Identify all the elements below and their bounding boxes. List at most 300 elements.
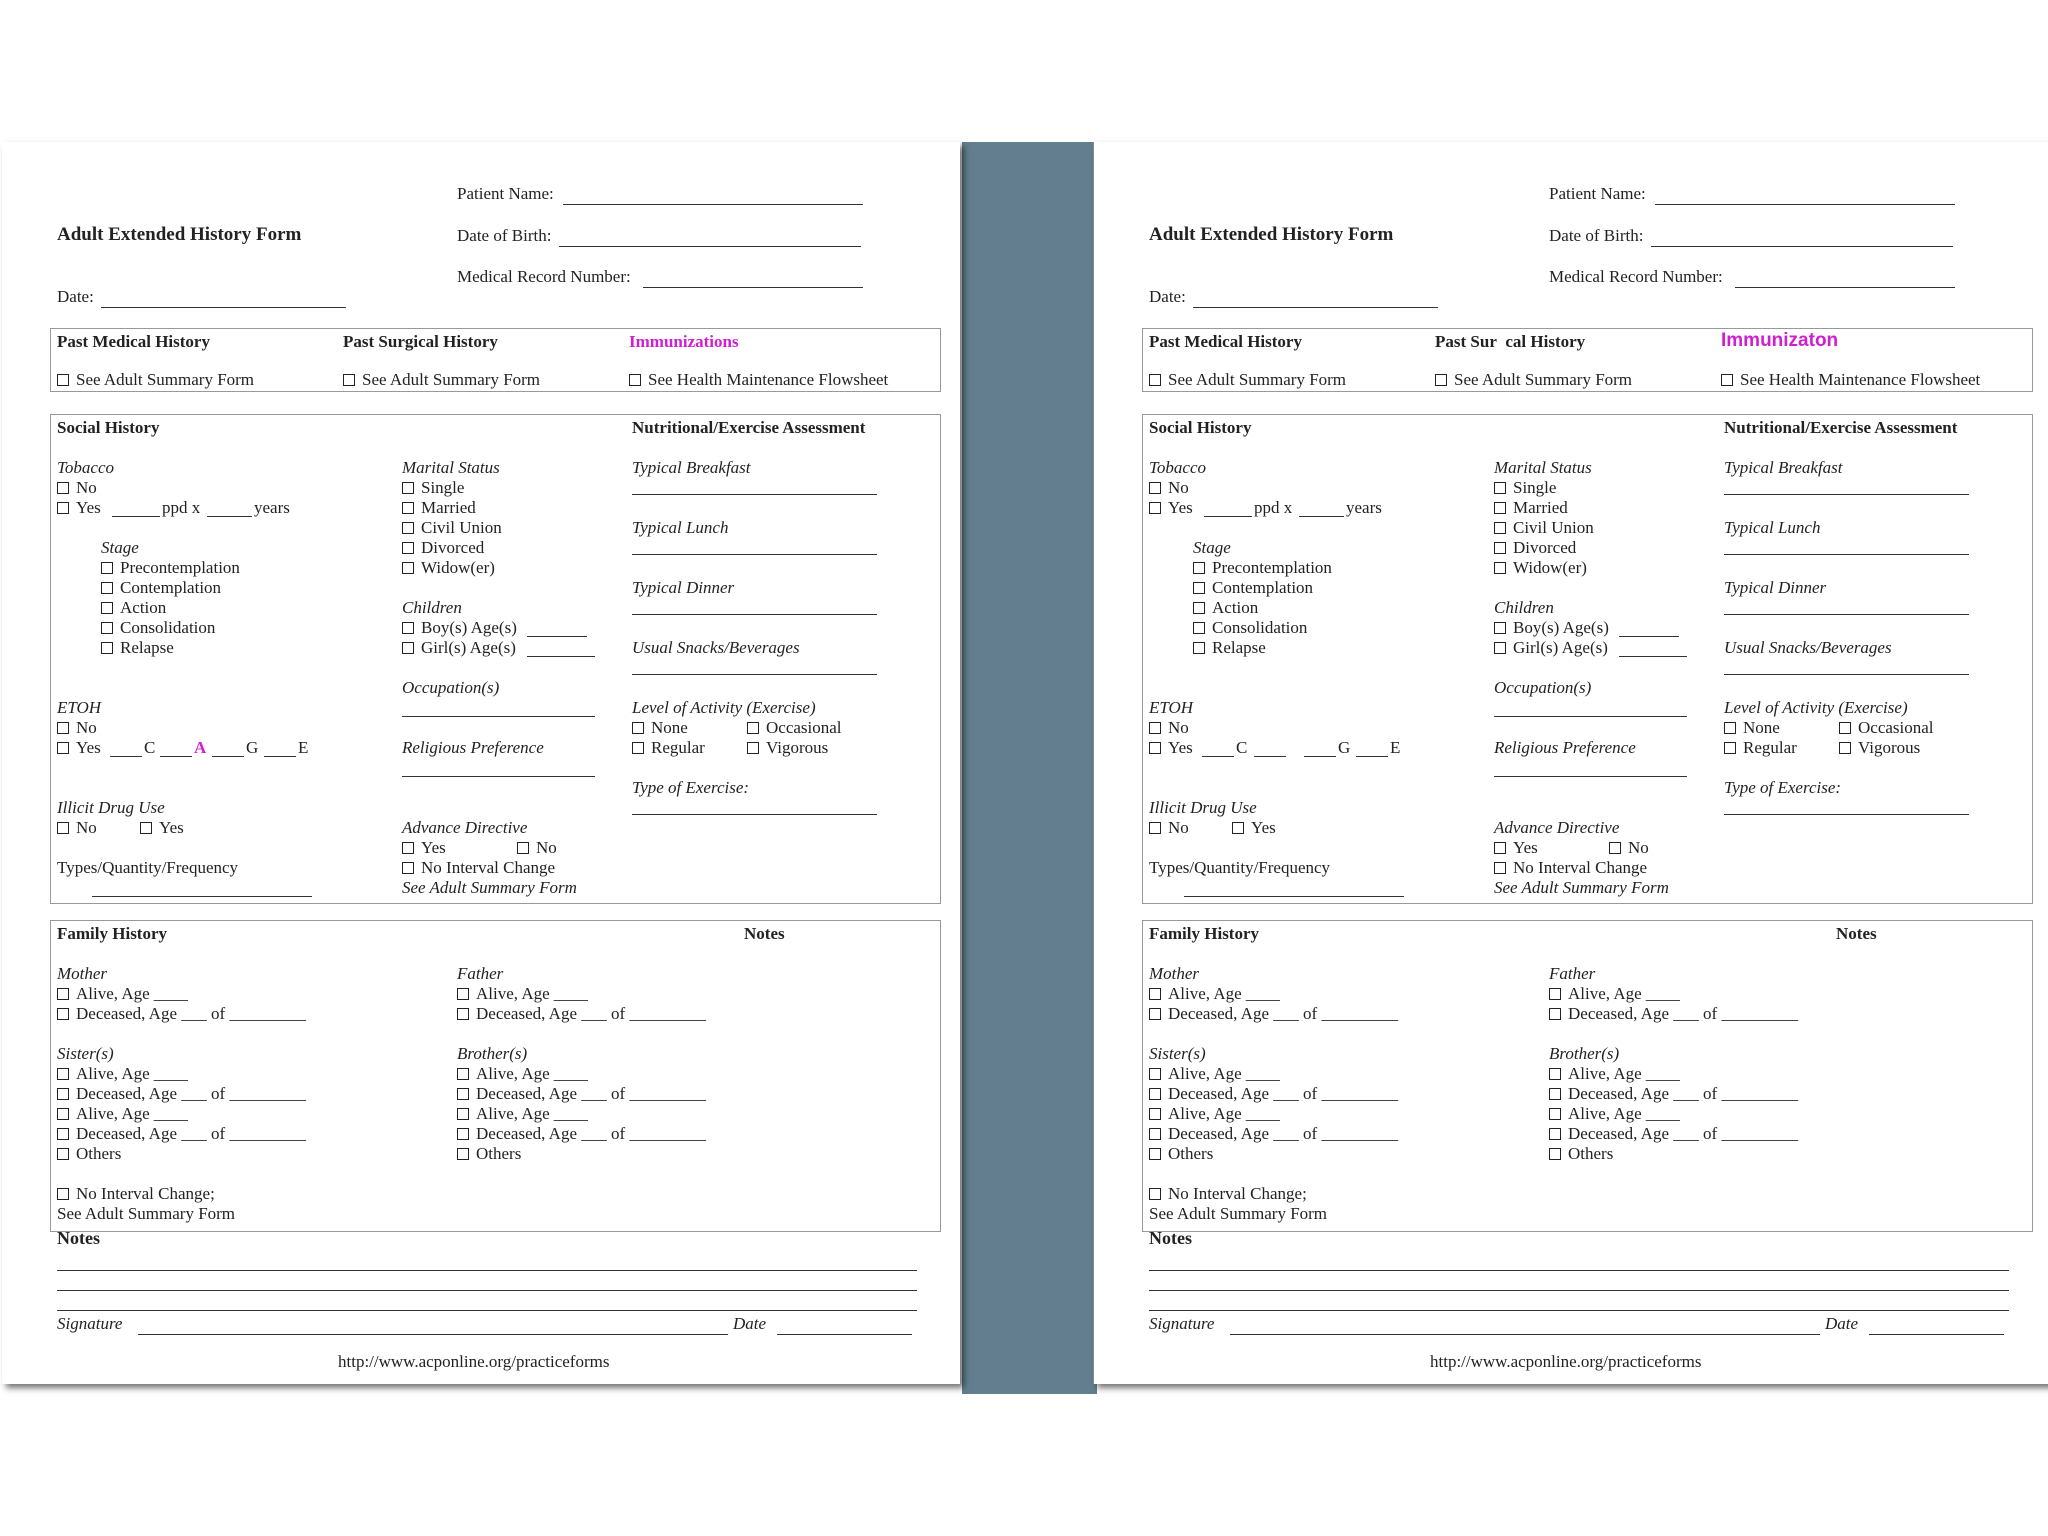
notes-heading: Notes: [57, 1228, 100, 1248]
checkbox-icon[interactable]: [402, 862, 414, 874]
brother-deceased[interactable]: Deceased, Age ___ of _________: [1549, 1124, 1798, 1144]
illicit-yes[interactable]: Yes: [140, 818, 184, 838]
mother-label: Mother: [57, 964, 108, 983]
sister-alive[interactable]: Alive, Age ____: [1149, 1104, 1280, 1124]
checkbox-icon[interactable]: [402, 522, 414, 534]
girls-ages-field[interactable]: [527, 656, 595, 657]
checkbox-icon[interactable]: [57, 722, 69, 734]
checkbox-icon[interactable]: [57, 1188, 69, 1200]
father-deceased[interactable]: Deceased, Age ___ of _________: [1549, 1004, 1798, 1024]
checkbox-icon[interactable]: [632, 742, 644, 754]
notes-line[interactable]: [57, 1270, 917, 1271]
checkbox-icon[interactable]: [1149, 1128, 1161, 1140]
stage-option[interactable]: Contemplation: [1193, 578, 1313, 598]
stage-option[interactable]: Consolidation: [101, 618, 215, 638]
checkbox-icon[interactable]: [747, 742, 759, 754]
date-field[interactable]: [1193, 307, 1438, 308]
dob-label: Date of Birth:: [1549, 226, 1644, 245]
checkbox-icon[interactable]: [1149, 482, 1161, 494]
date-label: Date:: [1149, 287, 1186, 306]
date-label: Date:: [57, 287, 94, 306]
checkbox-icon[interactable]: [402, 562, 414, 574]
etoh-c-field[interactable]: [110, 756, 142, 757]
checkbox-icon[interactable]: [402, 642, 414, 654]
tobacco-years-field[interactable]: [1299, 516, 1344, 517]
checkbox-icon[interactable]: [1494, 502, 1506, 514]
checkbox-icon[interactable]: [1839, 722, 1851, 734]
advance-yes[interactable]: Yes: [1494, 838, 1538, 858]
mother-alive[interactable]: Alive, Age ____: [57, 984, 188, 1004]
patient-name-field[interactable]: [1655, 204, 1955, 205]
etoh-e: E: [298, 738, 309, 757]
brother-alive[interactable]: Alive, Age ____: [457, 1064, 588, 1084]
tobacco-no[interactable]: No: [1149, 478, 1189, 498]
family-heading: Family History: [57, 924, 168, 943]
father-alive[interactable]: Alive, Age ____: [457, 984, 588, 1004]
brother-deceased[interactable]: Deceased, Age ___ of _________: [1549, 1084, 1798, 1104]
advance-no-change[interactable]: No Interval Change: [1494, 858, 1647, 878]
checkbox-icon[interactable]: [1494, 862, 1506, 874]
checkbox-icon[interactable]: [343, 374, 355, 386]
activity-occasional[interactable]: Occasional: [747, 718, 842, 738]
marital-option[interactable]: Married: [402, 498, 476, 518]
boys-ages-field[interactable]: [527, 636, 587, 637]
etoh-g-field[interactable]: [1304, 756, 1336, 757]
dinner-field[interactable]: [632, 614, 877, 615]
exercise-type-label: Type of Exercise:: [1724, 778, 1842, 797]
sister-alive[interactable]: Alive, Age ____: [57, 1064, 188, 1084]
mother-deceased[interactable]: Deceased, Age ___ of _________: [1149, 1004, 1398, 1024]
illicit-yes[interactable]: Yes: [1232, 818, 1276, 838]
checkbox-icon[interactable]: [1193, 602, 1205, 614]
marital-option[interactable]: Widow(er): [1494, 558, 1587, 578]
checkbox-icon[interactable]: [1494, 622, 1506, 634]
checkbox-icon[interactable]: [517, 842, 529, 854]
checkbox-icon[interactable]: [1609, 842, 1621, 854]
checkbox-icon[interactable]: [747, 722, 759, 734]
advance-see: See Adult Summary Form: [402, 878, 577, 897]
tobacco-label: Tobacco: [1149, 458, 1206, 477]
children-boys[interactable]: Boy(s) Age(s): [402, 618, 517, 638]
occupation-label: Occupation(s): [402, 678, 500, 697]
checkbox-icon[interactable]: [1149, 1108, 1161, 1120]
dob-field[interactable]: [1651, 246, 1953, 247]
advance-no[interactable]: No: [1609, 838, 1649, 858]
dinner-label: Typical Dinner: [1724, 578, 1827, 597]
brother-deceased[interactable]: Deceased, Age ___ of _________: [457, 1124, 706, 1144]
checkbox-icon[interactable]: [57, 742, 69, 754]
date-field[interactable]: [101, 307, 346, 308]
illicit-types-field[interactable]: [92, 896, 312, 897]
lunch-field[interactable]: [632, 554, 877, 555]
notes-line[interactable]: [1149, 1270, 2009, 1271]
checkbox-icon[interactable]: [402, 842, 414, 854]
mother-alive[interactable]: Alive, Age ____: [1149, 984, 1280, 1004]
etoh-label: ETOH: [57, 698, 102, 717]
illicit-label: Illicit Drug Use: [57, 798, 165, 817]
checkbox-icon[interactable]: [1549, 1128, 1561, 1140]
stage-label: Stage: [101, 538, 139, 557]
etoh-c-field[interactable]: [1202, 756, 1234, 757]
checkbox-icon[interactable]: [457, 1108, 469, 1120]
checkbox-icon[interactable]: [1149, 822, 1161, 834]
sister-others[interactable]: Others: [57, 1144, 121, 1164]
checkbox-icon[interactable]: [57, 1008, 69, 1020]
activity-occasional[interactable]: Occasional: [1839, 718, 1934, 738]
brothers-label: Brother(s): [1549, 1044, 1620, 1063]
exercise-type-field[interactable]: [632, 814, 877, 815]
sister-deceased[interactable]: Deceased, Age ___ of _________: [57, 1084, 306, 1104]
snacks-field[interactable]: [632, 674, 877, 675]
children-label: Children: [1494, 598, 1554, 617]
checkbox-icon[interactable]: [1149, 1148, 1161, 1160]
checkbox-icon[interactable]: [101, 582, 113, 594]
advance-label: Advance Directive: [402, 818, 528, 837]
patient-name-field[interactable]: [563, 204, 863, 205]
stage-option[interactable]: Action: [101, 598, 166, 618]
checkbox-icon[interactable]: [1149, 1088, 1161, 1100]
advance-label: Advance Directive: [1494, 818, 1620, 837]
family-notes-heading: Notes: [1836, 924, 1877, 943]
checkbox-icon[interactable]: [1494, 642, 1506, 654]
checkbox-icon[interactable]: [1724, 722, 1736, 734]
brother-deceased[interactable]: Deceased, Age ___ of _________: [457, 1084, 706, 1104]
checkbox-icon[interactable]: [629, 374, 641, 386]
advance-no-change[interactable]: No Interval Change: [402, 858, 555, 878]
advance-no[interactable]: No: [517, 838, 557, 858]
marital-label: Marital Status: [402, 458, 500, 477]
checkbox-icon[interactable]: [1149, 1188, 1161, 1200]
checkbox-icon[interactable]: [1839, 742, 1851, 754]
checkbox-icon[interactable]: [1149, 1008, 1161, 1020]
checkbox-icon[interactable]: [57, 1068, 69, 1080]
checkbox-icon[interactable]: [1721, 374, 1733, 386]
activity-regular[interactable]: Regular: [632, 738, 705, 758]
etoh-a-field[interactable]: [160, 756, 192, 757]
family-see: See Adult Summary Form: [1149, 1204, 1328, 1223]
mother-label: Mother: [1149, 964, 1200, 983]
past-medical-option[interactable]: See Adult Summary Form: [1149, 370, 1346, 390]
occupation-field[interactable]: [402, 716, 595, 717]
checkbox-icon[interactable]: [457, 988, 469, 1000]
dinner-field[interactable]: [1724, 614, 1969, 615]
etoh-g: G: [246, 738, 259, 757]
checkbox-icon[interactable]: [1494, 842, 1506, 854]
past-medical-heading: Past Medical History: [57, 332, 210, 351]
mrn-label: Medical Record Number:: [457, 267, 631, 286]
patient-name-label: Patient Name:: [457, 184, 554, 203]
breakfast-label: Typical Breakfast: [632, 458, 751, 477]
checkbox-icon[interactable]: [1232, 822, 1244, 834]
checkbox-icon[interactable]: [101, 562, 113, 574]
children-girls[interactable]: Girl(s) Age(s): [1494, 638, 1608, 658]
checkbox-icon[interactable]: [1549, 1068, 1561, 1080]
checkbox-icon[interactable]: [1193, 582, 1205, 594]
checkbox-icon[interactable]: [1494, 562, 1506, 574]
marital-option[interactable]: Civil Union: [1494, 518, 1594, 538]
stage-option[interactable]: Relapse: [101, 638, 174, 658]
checkbox-icon[interactable]: [457, 1128, 469, 1140]
lunch-label: Typical Lunch: [632, 518, 729, 537]
checkbox-icon[interactable]: [140, 822, 152, 834]
religious-field[interactable]: [402, 776, 595, 777]
checkbox-icon[interactable]: [1494, 482, 1506, 494]
checkbox-icon[interactable]: [57, 1088, 69, 1100]
activity-none[interactable]: None: [1724, 718, 1780, 738]
checkbox-icon[interactable]: [57, 374, 69, 386]
illicit-no[interactable]: No: [57, 818, 97, 838]
illicit-label: Illicit Drug Use: [1149, 798, 1257, 817]
social-heading: Social History: [57, 418, 160, 437]
dob-label: Date of Birth:: [457, 226, 552, 245]
stage-option[interactable]: Relapse: [1193, 638, 1266, 658]
signature-date-label: Date: [1825, 1314, 1859, 1333]
checkbox-icon[interactable]: [1494, 522, 1506, 534]
checkbox-icon[interactable]: [402, 502, 414, 514]
exercise-type-label: Type of Exercise:: [632, 778, 750, 797]
signature-date-field[interactable]: [777, 1334, 912, 1335]
marital-option[interactable]: Divorced: [1494, 538, 1576, 558]
family-no-change[interactable]: No Interval Change;: [1149, 1184, 1307, 1204]
tobacco-label: Tobacco: [57, 458, 114, 477]
marital-option[interactable]: Single: [1494, 478, 1556, 498]
dinner-label: Typical Dinner: [632, 578, 735, 597]
tobacco-ppd-field[interactable]: [112, 516, 160, 517]
checkbox-icon[interactable]: [1193, 642, 1205, 654]
tobacco-ppd-field[interactable]: [1204, 516, 1252, 517]
checkbox-icon[interactable]: [1193, 622, 1205, 634]
signature-date-label: Date: [733, 1314, 767, 1333]
immunizations-option[interactable]: See Health Maintenance Flowsheet: [629, 370, 888, 390]
snacks-label: Usual Snacks/Beverages: [1724, 638, 1892, 657]
checkbox-icon[interactable]: [57, 1108, 69, 1120]
notes-line[interactable]: [1149, 1290, 2009, 1291]
breakfast-field[interactable]: [632, 494, 877, 495]
tobacco-no[interactable]: No: [57, 478, 97, 498]
sister-alive[interactable]: Alive, Age ____: [57, 1104, 188, 1124]
snacks-field[interactable]: [1724, 674, 1969, 675]
tobacco-ppd: ppd x: [1254, 498, 1293, 517]
activity-label: Level of Activity (Exercise): [632, 698, 816, 717]
checkbox-icon[interactable]: [1549, 1108, 1561, 1120]
marital-option[interactable]: Civil Union: [402, 518, 502, 538]
advance-yes[interactable]: Yes: [402, 838, 446, 858]
stage-option[interactable]: Precontemplation: [101, 558, 240, 578]
checkbox-icon[interactable]: [402, 622, 414, 634]
checkbox-icon[interactable]: [1549, 1088, 1561, 1100]
signature-field[interactable]: [1230, 1334, 1820, 1335]
illicit-types-field[interactable]: [1184, 896, 1404, 897]
past-medical-heading: Past Medical History: [1149, 332, 1302, 351]
tobacco-ppd: ppd x: [162, 498, 201, 517]
mrn-field[interactable]: [1735, 287, 1955, 288]
lunch-field[interactable]: [1724, 554, 1969, 555]
etoh-a: A: [194, 738, 207, 757]
activity-vigorous[interactable]: Vigorous: [747, 738, 828, 758]
father-label: Father: [1549, 964, 1596, 983]
notes-line[interactable]: [1149, 1310, 2009, 1311]
checkbox-icon[interactable]: [1149, 374, 1161, 386]
tobacco-yes[interactable]: Yes: [57, 498, 101, 518]
girls-ages-field[interactable]: [1619, 656, 1687, 657]
father-alive[interactable]: Alive, Age ____: [1549, 984, 1680, 1004]
etoh-e-field[interactable]: [1356, 756, 1388, 757]
checkbox-icon[interactable]: [101, 622, 113, 634]
checkbox-icon[interactable]: [402, 482, 414, 494]
checkbox-icon[interactable]: [1435, 374, 1447, 386]
mother-deceased[interactable]: Deceased, Age ___ of _________: [57, 1004, 306, 1024]
notes-line[interactable]: [57, 1290, 917, 1291]
stage-option[interactable]: Consolidation: [1193, 618, 1307, 638]
checkbox-icon[interactable]: [457, 1148, 469, 1160]
signature-date-field[interactable]: [1869, 1334, 2004, 1335]
form-url: http://www.acponline.org/practiceforms: [1430, 1352, 1702, 1371]
religious-label: Religious Preference: [1494, 738, 1636, 757]
checkbox-icon[interactable]: [1724, 742, 1736, 754]
stage-option[interactable]: Precontemplation: [1193, 558, 1332, 578]
past-surgical-option[interactable]: See Adult Summary Form: [343, 370, 540, 390]
sister-deceased[interactable]: Deceased, Age ___ of _________: [1149, 1124, 1398, 1144]
notes-line[interactable]: [57, 1310, 917, 1311]
occupation-field[interactable]: [1494, 716, 1687, 717]
etoh-no[interactable]: No: [57, 718, 97, 738]
mrn-field[interactable]: [643, 287, 863, 288]
sister-deceased[interactable]: Deceased, Age ___ of _________: [57, 1124, 306, 1144]
etoh-yes[interactable]: Yes: [57, 738, 101, 758]
marital-option[interactable]: Widow(er): [402, 558, 495, 578]
checkbox-icon[interactable]: [1193, 562, 1205, 574]
sisters-label: Sister(s): [57, 1044, 114, 1063]
form-url: http://www.acponline.org/practiceforms: [338, 1352, 610, 1371]
form-page-left: [2, 142, 960, 1384]
checkbox-icon[interactable]: [101, 642, 113, 654]
checkbox-icon[interactable]: [101, 602, 113, 614]
checkbox-icon[interactable]: [1549, 1008, 1561, 1020]
activity-none[interactable]: None: [632, 718, 688, 738]
etoh-yes[interactable]: Yes: [1149, 738, 1193, 758]
checkbox-icon[interactable]: [57, 502, 69, 514]
brothers-label: Brother(s): [457, 1044, 528, 1063]
checkbox-icon[interactable]: [402, 542, 414, 554]
religious-label: Religious Preference: [402, 738, 544, 757]
brother-alive[interactable]: Alive, Age ____: [1549, 1104, 1680, 1124]
marital-option[interactable]: Divorced: [402, 538, 484, 558]
etoh-c: C: [144, 738, 156, 757]
checkbox-icon[interactable]: [632, 722, 644, 734]
signature-field[interactable]: [138, 1334, 728, 1335]
background-divider: [962, 142, 1097, 1394]
marital-label: Marital Status: [1494, 458, 1592, 477]
signature-label: Signature: [57, 1314, 123, 1333]
tobacco-years-field[interactable]: [207, 516, 252, 517]
etoh-a-field[interactable]: [1254, 756, 1286, 757]
checkbox-icon[interactable]: [1149, 988, 1161, 1000]
dob-field[interactable]: [559, 246, 861, 247]
checkbox-icon[interactable]: [1149, 742, 1161, 754]
checkbox-icon[interactable]: [1149, 502, 1161, 514]
checkbox-icon[interactable]: [57, 1128, 69, 1140]
etoh-label: ETOH: [1149, 698, 1194, 717]
stage-label: Stage: [1193, 538, 1231, 557]
checkbox-icon[interactable]: [57, 988, 69, 1000]
immunizations-heading: Immunizaton: [1721, 330, 1839, 351]
form-title: Adult Extended History Form: [1149, 224, 1394, 245]
mrn-label: Medical Record Number:: [1549, 267, 1723, 286]
activity-regular[interactable]: Regular: [1724, 738, 1797, 758]
sister-deceased[interactable]: Deceased, Age ___ of _________: [1149, 1084, 1398, 1104]
brother-alive[interactable]: Alive, Age ____: [1549, 1064, 1680, 1084]
etoh-no[interactable]: No: [1149, 718, 1189, 738]
exercise-type-field[interactable]: [1724, 814, 1969, 815]
nutrition-heading: Nutritional/Exercise Assessment: [632, 418, 866, 437]
checkbox-icon[interactable]: [457, 1068, 469, 1080]
activity-label: Level of Activity (Exercise): [1724, 698, 1908, 717]
father-label: Father: [457, 964, 504, 983]
checkbox-icon[interactable]: [457, 1088, 469, 1100]
checkbox-icon[interactable]: [1149, 1068, 1161, 1080]
illicit-no[interactable]: No: [1149, 818, 1189, 838]
stage-option[interactable]: Action: [1193, 598, 1258, 618]
sister-others[interactable]: Others: [1149, 1144, 1213, 1164]
family-no-change[interactable]: No Interval Change;: [57, 1184, 215, 1204]
signature-label: Signature: [1149, 1314, 1215, 1333]
breakfast-label: Typical Breakfast: [1724, 458, 1843, 477]
activity-vigorous[interactable]: Vigorous: [1839, 738, 1920, 758]
checkbox-icon[interactable]: [1494, 542, 1506, 554]
checkbox-icon[interactable]: [457, 1008, 469, 1020]
immunizations-option[interactable]: See Health Maintenance Flowsheet: [1721, 370, 1980, 390]
marital-option[interactable]: Single: [402, 478, 464, 498]
etoh-e-field[interactable]: [264, 756, 296, 757]
brother-others[interactable]: Others: [1549, 1144, 1613, 1164]
tobacco-yes[interactable]: Yes: [1149, 498, 1193, 518]
etoh-g-field[interactable]: [212, 756, 244, 757]
past-medical-option[interactable]: See Adult Summary Form: [57, 370, 254, 390]
social-heading: Social History: [1149, 418, 1252, 437]
checkbox-icon[interactable]: [57, 1148, 69, 1160]
father-deceased[interactable]: Deceased, Age ___ of _________: [457, 1004, 706, 1024]
boys-ages-field[interactable]: [1619, 636, 1679, 637]
religious-field[interactable]: [1494, 776, 1687, 777]
children-label: Children: [402, 598, 462, 617]
nutrition-heading: Nutritional/Exercise Assessment: [1724, 418, 1958, 437]
tobacco-years: years: [1346, 498, 1382, 517]
family-see: See Adult Summary Form: [57, 1204, 236, 1223]
etoh-e: E: [1390, 738, 1401, 757]
etoh-c: C: [1236, 738, 1248, 757]
children-girls[interactable]: Girl(s) Age(s): [402, 638, 516, 658]
children-boys[interactable]: Boy(s) Age(s): [1494, 618, 1609, 638]
breakfast-field[interactable]: [1724, 494, 1969, 495]
marital-option[interactable]: Married: [1494, 498, 1568, 518]
brother-alive[interactable]: Alive, Age ____: [457, 1104, 588, 1124]
checkbox-icon[interactable]: [57, 822, 69, 834]
past-surgical-option[interactable]: See Adult Summary Form: [1435, 370, 1632, 390]
checkbox-icon[interactable]: [1549, 988, 1561, 1000]
sisters-label: Sister(s): [1149, 1044, 1206, 1063]
illicit-types: Types/Quantity/Frequency: [1149, 858, 1331, 877]
sister-alive[interactable]: Alive, Age ____: [1149, 1064, 1280, 1084]
checkbox-icon[interactable]: [57, 482, 69, 494]
immunizations-heading: Immunizations: [629, 332, 739, 351]
stage-option[interactable]: Contemplation: [101, 578, 221, 598]
illicit-types: Types/Quantity/Frequency: [57, 858, 239, 877]
past-surgical-heading: Past Surgical History: [343, 332, 498, 351]
brother-others[interactable]: Others: [457, 1144, 521, 1164]
checkbox-icon[interactable]: [1549, 1148, 1561, 1160]
checkbox-icon[interactable]: [1149, 722, 1161, 734]
notes-heading: Notes: [1149, 1228, 1192, 1248]
